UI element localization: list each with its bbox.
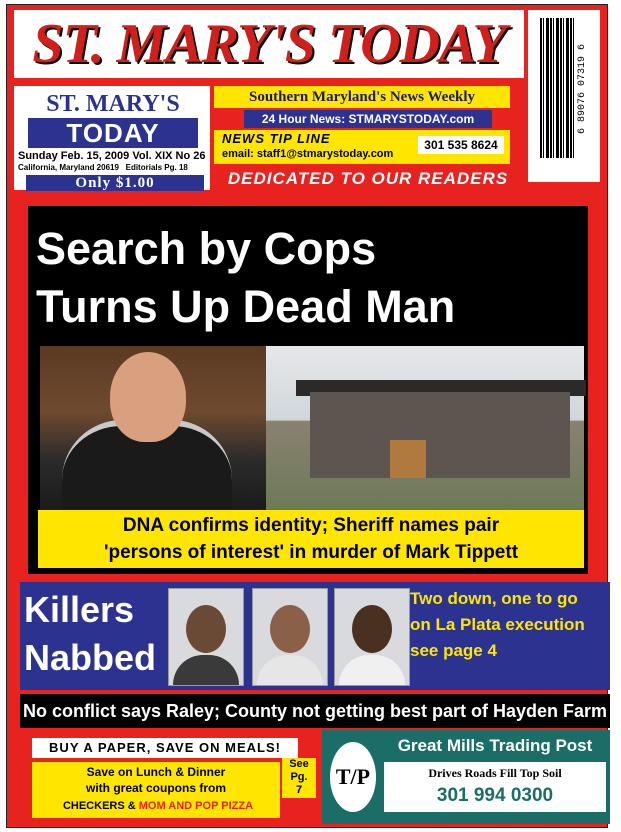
weekly-banner: Southern Maryland's News Weekly — [214, 86, 510, 108]
tip-email: email: staff1@stmarystoday.com — [222, 148, 394, 160]
execution-line3: see page 4 — [410, 641, 497, 660]
victim-face — [110, 352, 186, 442]
editorials: Editorials Pg. 18 — [125, 163, 188, 172]
raley-headline-bar: No conflict says Raley; County not getting best part of Hayden Farm — [20, 694, 610, 728]
price-badge: Only $1.00 — [26, 175, 204, 191]
see-page-badge — [282, 758, 316, 798]
headline-line1: Search by Cops — [36, 223, 377, 274]
see-line2: Pg. — [290, 771, 308, 783]
mugshot-1 — [168, 588, 244, 686]
killers-line2: Nabbed — [24, 637, 157, 678]
mugshot-3 — [334, 588, 410, 686]
buy-text-line2: with great coupons from — [85, 781, 226, 795]
sponsor-amp: & — [127, 800, 136, 812]
trading-post-logo: T/P — [330, 742, 376, 812]
barcode-bars — [540, 18, 576, 158]
mugshot-2-shirt — [257, 655, 323, 685]
caption-line2: 'persons of interest' in murder of Mark Tippett — [103, 542, 519, 563]
headline-line2: Turns Up Dead Man — [36, 281, 456, 332]
execution-line2: on La Plata execution — [410, 615, 585, 634]
masthead-title: ST. MARY'S TODAY — [14, 10, 524, 78]
sponsor-mom-and-pop: MOM AND POP PIZZA — [138, 800, 254, 812]
mugshot-3-shirt — [339, 655, 405, 685]
sponsor-checkers: CHECKERS — [62, 800, 125, 812]
mugshot-3-face — [352, 605, 392, 653]
barcode-number: 6 89076 07319 6 — [577, 44, 588, 135]
subline — [18, 163, 208, 175]
lead-headline — [36, 220, 586, 340]
dedicated-tagline: DEDICATED TO OUR READERS — [227, 169, 509, 188]
tip-phone: 301 535 8624 — [418, 136, 504, 154]
trading-post-phone: 301 994 0300 — [436, 785, 554, 806]
buy-sponsors — [36, 800, 280, 816]
mugshot-2-face — [270, 605, 310, 653]
hotline-banner: 24 Hour News: STMARYSTODAY.com — [244, 110, 492, 128]
buy-paper-title: BUY A PAPER, SAVE ON MEALS! — [32, 738, 298, 758]
mugshot-1-shirt — [173, 655, 239, 685]
dateline: Sunday Feb. 15, 2009 Vol. XIX No 26 — [18, 150, 206, 162]
house-body — [310, 392, 570, 478]
logo-line2: TODAY — [28, 118, 198, 148]
killers-line1: Killers — [24, 589, 135, 630]
lead-caption — [44, 512, 578, 568]
caption-line1: DNA confirms identity; Sheriff names pair — [122, 515, 500, 536]
see-line3: 7 — [295, 784, 303, 796]
mugshot-1-face — [186, 605, 226, 653]
location: California, Maryland 20619 — [18, 163, 119, 172]
house-door — [390, 440, 426, 478]
logo-line1: ST. MARY'S — [46, 91, 180, 117]
tip-line-title: NEWS TIP LINE — [222, 131, 331, 146]
execution-note — [410, 586, 610, 686]
buy-text-line1: Save on Lunch & Dinner — [86, 765, 226, 779]
buy-paper-text — [36, 764, 276, 798]
see-line1: See — [289, 758, 309, 770]
mugshot-2 — [252, 588, 328, 686]
execution-line1: Two down, one to go — [410, 589, 578, 608]
trading-post-services: Drives Roads Fill Top Soil — [428, 766, 562, 780]
trading-post-name: Great Mills Trading Post — [397, 736, 593, 755]
killers-headline — [24, 586, 164, 686]
